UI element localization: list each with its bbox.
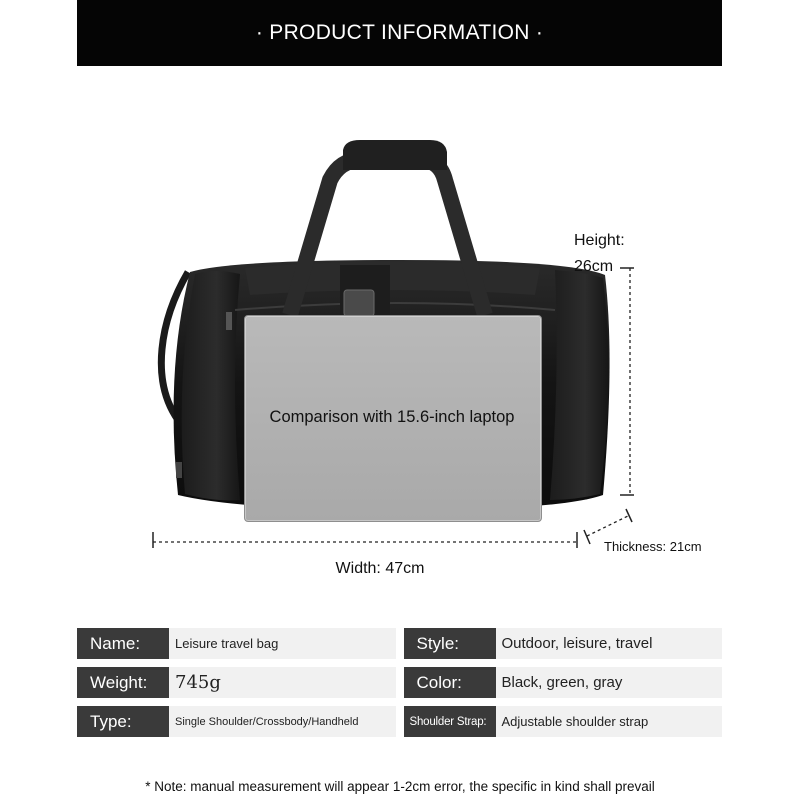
thickness-dimension-line	[587, 515, 630, 536]
spec-cell-name	[77, 628, 396, 659]
spec-key: Color:	[404, 667, 496, 698]
thickness-tick-left	[584, 530, 590, 544]
height-label-caption: Height:	[574, 232, 625, 249]
height-label-value: 26cm	[574, 258, 614, 275]
spec-cell-shoulder-strap	[404, 706, 723, 737]
spec-key: Type:	[77, 706, 169, 737]
spec-key: Weight:	[77, 667, 169, 698]
height-label	[574, 228, 625, 280]
spec-row	[77, 706, 722, 737]
measurement-note: * Note: manual measurement will appear 1-2cm error, the specific in kind shall prevail	[145, 779, 655, 794]
spec-key: Shoulder Strap:	[404, 706, 496, 737]
spec-cell-style	[404, 628, 723, 659]
width-label: Width: 47cm	[335, 560, 425, 577]
spec-cell-color	[404, 667, 723, 698]
spec-key: Style:	[404, 628, 496, 659]
spec-value: Outdoor, leisure, travel	[496, 628, 723, 659]
thickness-tick-right	[626, 509, 632, 522]
dimension-lines	[0, 90, 800, 610]
header-title: · PRODUCT INFORMATION ·	[255, 21, 544, 44]
spec-value: Black, green, gray	[496, 667, 723, 698]
spec-cell-type	[77, 706, 396, 737]
header-banner	[77, 0, 722, 66]
spec-value: Leisure travel bag	[169, 628, 396, 659]
spec-row	[77, 667, 722, 698]
spec-table	[77, 628, 722, 745]
spec-cell-weight	[77, 667, 396, 698]
spec-value: 745g	[169, 667, 396, 698]
spec-key: Name:	[77, 628, 169, 659]
spec-value: Adjustable shoulder strap	[496, 706, 723, 737]
spec-value: Single Shoulder/Crossbody/Handheld	[169, 706, 396, 737]
laptop-comparison-label: Comparison with 15.6-inch laptop	[269, 408, 515, 426]
spec-row	[77, 628, 722, 659]
thickness-label: Thickness: 21cm	[604, 539, 702, 554]
product-figure	[0, 90, 800, 610]
